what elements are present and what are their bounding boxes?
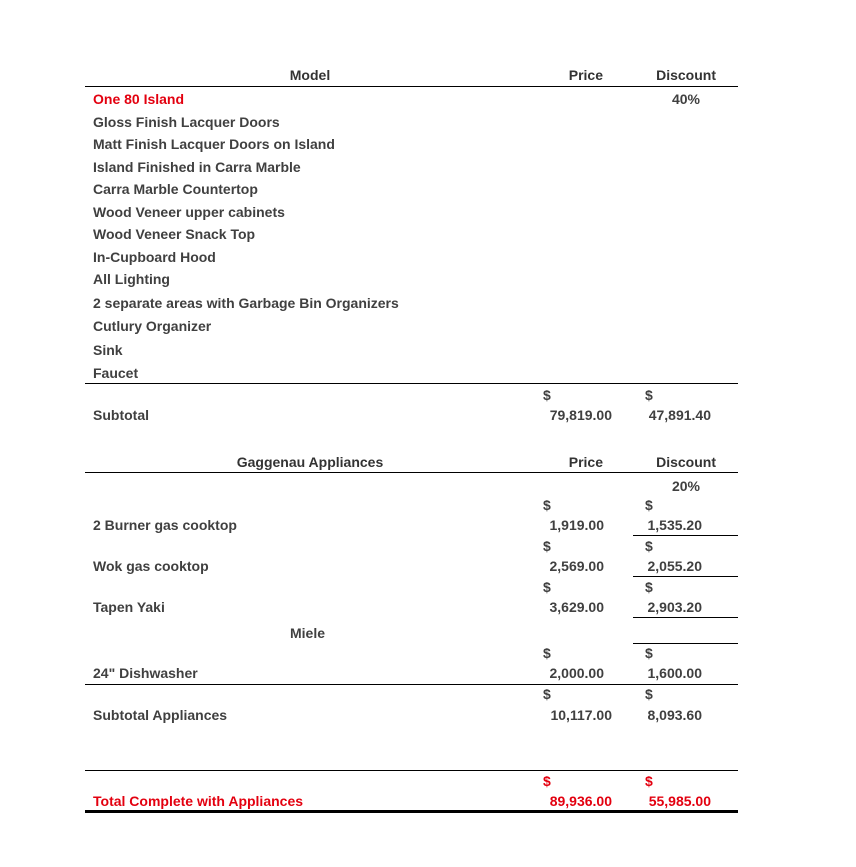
list-item: Gloss Finish Lacquer Doors: [93, 114, 280, 130]
appliance-name: 2 Burner gas cooktop: [93, 517, 237, 533]
list-item: Matt Finish Lacquer Doors on Island: [93, 136, 335, 152]
model-name: One 80 Island: [93, 91, 185, 107]
discount-header: Discount: [656, 67, 716, 83]
appliance-discount: 2,903.20: [647, 599, 702, 615]
currency-symbol: $: [645, 497, 653, 513]
appliance-name: Wok gas cooktop: [93, 558, 209, 574]
currency-symbol: $: [543, 645, 551, 661]
currency-symbol: $: [645, 686, 653, 702]
total-label: Total Complete with Appliances: [93, 793, 304, 809]
list-item: All Lighting: [93, 271, 170, 287]
row-rule: [633, 576, 738, 577]
list-item: Sink: [93, 342, 123, 358]
currency-symbol: $: [645, 538, 653, 554]
subtotal-label: Subtotal: [93, 407, 149, 423]
appliances-subtotal-rule: [85, 684, 738, 685]
list-item: In-Cupboard Hood: [93, 249, 216, 265]
subtotal-rule: [85, 383, 738, 384]
currency-symbol: $: [543, 686, 551, 702]
subtotal-discount: 47,891.40: [648, 407, 711, 423]
appliances-subtotal-price: 10,117.00: [550, 707, 612, 723]
currency-symbol: $: [543, 497, 551, 513]
total-top-rule: [85, 770, 738, 771]
subtotal-price: 79,819.00: [549, 407, 612, 423]
currency-symbol: $: [645, 579, 653, 595]
appliance-price: 2,569.00: [549, 558, 604, 574]
miele-label: Miele: [290, 625, 326, 641]
appliance-discount: 2,055.20: [647, 558, 702, 574]
currency-symbol: $: [645, 773, 653, 789]
total-bottom-rule: [85, 810, 738, 813]
row-rule: [633, 643, 738, 644]
list-item: 2 separate areas with Garbage Bin Organizers: [93, 295, 399, 311]
appliance-price: 2,000.00: [549, 665, 604, 681]
row-rule: [633, 535, 738, 536]
list-item: Wood Veneer Snack Top: [93, 226, 256, 242]
appliance-name: 24" Dishwasher: [93, 665, 198, 681]
list-item: Wood Veneer upper cabinets: [93, 204, 285, 220]
model-header-rule: [85, 86, 738, 87]
list-item: Faucet: [93, 365, 139, 381]
row-rule: [633, 617, 738, 618]
currency-symbol: $: [543, 579, 551, 595]
currency-symbol: $: [645, 645, 653, 661]
currency-symbol: $: [645, 387, 653, 403]
appliance-price: 1,919.00: [549, 517, 604, 533]
appliances-discount-rate: 20%: [671, 478, 700, 494]
total-price: 89,936.00: [549, 793, 612, 809]
price-header: Price: [568, 67, 603, 83]
appliance-discount: 1,600.00: [647, 665, 702, 681]
appliance-price: 3,629.00: [549, 599, 604, 615]
total-discount: 55,985.00: [648, 793, 711, 809]
currency-symbol: $: [543, 773, 551, 789]
appliances-header-rule: [85, 472, 738, 473]
currency-symbol: $: [543, 387, 551, 403]
currency-symbol: $: [543, 538, 551, 554]
appliances-discount-header: Discount: [656, 454, 716, 470]
appliances-subtotal-label: Subtotal Appliances: [93, 707, 228, 723]
model-discount-rate: 40%: [671, 91, 700, 107]
appliance-name: Tapen Yaki: [93, 599, 165, 615]
model-header: Model: [289, 67, 331, 83]
list-item: Carra Marble Countertop: [93, 181, 258, 197]
appliance-discount: 1,535.20: [647, 517, 702, 533]
list-item: Island Finished in Carra Marble: [93, 159, 301, 175]
appliances-header: Gaggenau Appliances: [236, 454, 384, 470]
appliances-price-header: Price: [568, 454, 603, 470]
list-item: Cutlury Organizer: [93, 318, 212, 334]
appliances-subtotal-discount: 8,093.60: [647, 707, 702, 723]
